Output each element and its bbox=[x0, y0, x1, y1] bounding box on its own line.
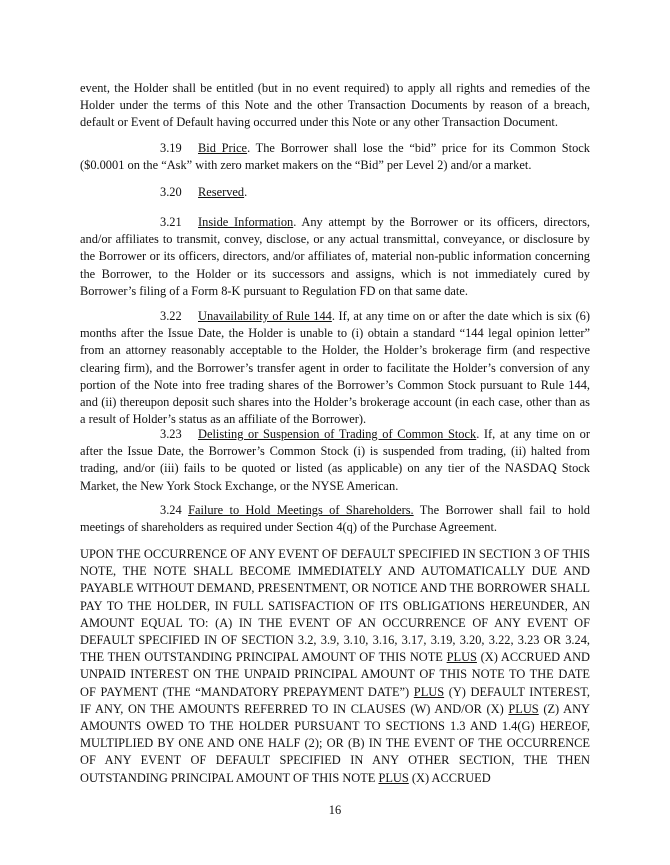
section-title: Bid Price bbox=[198, 141, 248, 155]
section-text: . If, at any time on or after the date which is six (6) months after the Issue Date, the Holder is unable to (i) obtain a standard “144 legal opinion letter” from an attorney reasonably acceptable to the Holder, the Holder’s brokerage firm (and respective clearing firm), and the Borrower’s transfer agent in order to facilitate the Holder’s conversion of any portion of the Note into free trading shares of the Borrower’s Common Stock pursuant to Rule 144, and (ii) thereupon deposit such shares into the Holder’s brokerage account (in each case, other than as a result of Holder’s status as an affiliate of the Borrower). bbox=[80, 309, 590, 427]
section-title: Unavailability of Rule 144 bbox=[198, 309, 332, 323]
section-title: Reserved bbox=[198, 185, 245, 199]
continuation-paragraph: event, the Holder shall be entitled (but in no event required) to apply all rights and remedies of the Holder under the terms of this Note and the other Transaction Documents by reason of a breach, default or Event of Default having occurred under this Note or any other Transaction Document. bbox=[80, 81, 590, 130]
plus-term: PLUS bbox=[378, 770, 409, 785]
section-title: Failure to Hold Meetings of Shareholders. bbox=[188, 503, 414, 517]
section-3-20 bbox=[80, 184, 590, 201]
page-number: 16 bbox=[328, 803, 342, 817]
plus-term: PLUS bbox=[508, 701, 539, 716]
section-title: Delisting or Suspension of Trading of Common Stock bbox=[198, 427, 477, 441]
caps-text-4: (Z) ANY AMOUNTS OWED TO THE HOLDER PURSUANT TO SECTIONS 1.3 AND 1.4(G) HEREOF, MULTIPLIED BY ONE AND ONE HALF (2); OR (B) IN THE EVENT OF THE OCCURRENCE OF ANY EVENT OF DEFAULT SPECIFIED IN ANY OTHER SECTION, THE THEN OUTSTANDING PRINCIPAL AMOUNT OF THIS NOTE bbox=[80, 701, 590, 785]
section-text: . bbox=[244, 185, 248, 199]
default-consequences-paragraph bbox=[80, 546, 590, 787]
section-title: Inside Information bbox=[198, 215, 294, 229]
plus-term: PLUS bbox=[446, 650, 477, 665]
section-text: . Any attempt by the Borrower or its officers, directors, and/or affiliates to transmit, convey, disclose, or any actual transmittal, conveyance, or disclosure by the Borrower or its officers, directors, and/or affiliates of, material non-public information concerning the Borrower, to the Holder or its successors and assigns, which is not immediately cured by Borrower’s filing of a Form 8-K pursuant to Regulation FD on that same date. bbox=[80, 215, 590, 298]
section-number: 3.23 bbox=[160, 427, 182, 441]
section-3-21 bbox=[80, 214, 590, 300]
section-3-23 bbox=[80, 426, 590, 495]
section-text: . The Borrower shall lose the “bid” price for its Common Stock ($0.0001 on the “Ask” with zero market makers on the “Bid” per Level 2) and/or a market. bbox=[80, 141, 590, 173]
section-3-19 bbox=[80, 140, 590, 174]
section-3-24 bbox=[80, 502, 590, 536]
caps-text-2: (X) ACCRUED AND UNPAID INTEREST ON THE UNPAID PRINCIPAL AMOUNT OF THIS NOTE TO THE DATE OF PAYMENT (THE “MANDATORY PREPAYMENT DATE”) bbox=[80, 650, 590, 699]
section-number: 3.19 bbox=[160, 141, 182, 155]
caps-text-5: (X) ACCRUED bbox=[408, 770, 491, 785]
caps-text-3: (Y) DEFAULT INTEREST, IF ANY, ON THE AMOUNTS REFERRED TO IN CLAUSES (W) AND/OR (X) bbox=[80, 684, 590, 716]
section-number: 3.20 bbox=[160, 185, 182, 199]
section-number: 3.21 bbox=[160, 215, 182, 229]
section-text: . If, at any time on or after the Issue Date, the Borrower’s Common Stock (i) is suspended from trading, (ii) halted from trading, and/or (iii) fails to be quoted or listed (as applicable) on any tier of the NASDAQ Stock Market, the New York Stock Exchange, or the NYSE American. bbox=[80, 427, 590, 493]
caps-text-1: UPON THE OCCURRENCE OF ANY EVENT OF DEFAULT SPECIFIED IN SECTION 3 OF THIS NOTE, THE NOTE SHALL BECOME IMMEDIATELY AND AUTOMATICALLY DUE AND PAYABLE WITHOUT DEMAND, PRESENTMENT, OR NOTICE AND THE BORROWER SHALL PAY TO THE HOLDER, IN FULL SATISFACTION OF ITS OBLIGATIONS HEREUNDER, AN AMOUNT EQUAL TO: (A) IN THE EVENT OF AN OCCURRENCE OF ANY EVENT OF DEFAULT SPECIFIED IN OF SECTION 3.2, 3.9, 3.10, 3.16, 3.17, 3.19, 3.20, 3.22, 3.23 OR 3.24, THE THEN OUTSTANDING PRINCIPAL AMOUNT OF THIS NOTE bbox=[80, 547, 590, 665]
section-text: The Borrower shall fail to hold meetings of shareholders as required under Section 4(q) of the Purchase Agreement. bbox=[80, 503, 590, 535]
plus-term: PLUS bbox=[413, 684, 445, 699]
section-number: 3.22 bbox=[160, 309, 182, 323]
section-number: 3.24 bbox=[160, 503, 182, 517]
section-3-22 bbox=[80, 308, 590, 428]
